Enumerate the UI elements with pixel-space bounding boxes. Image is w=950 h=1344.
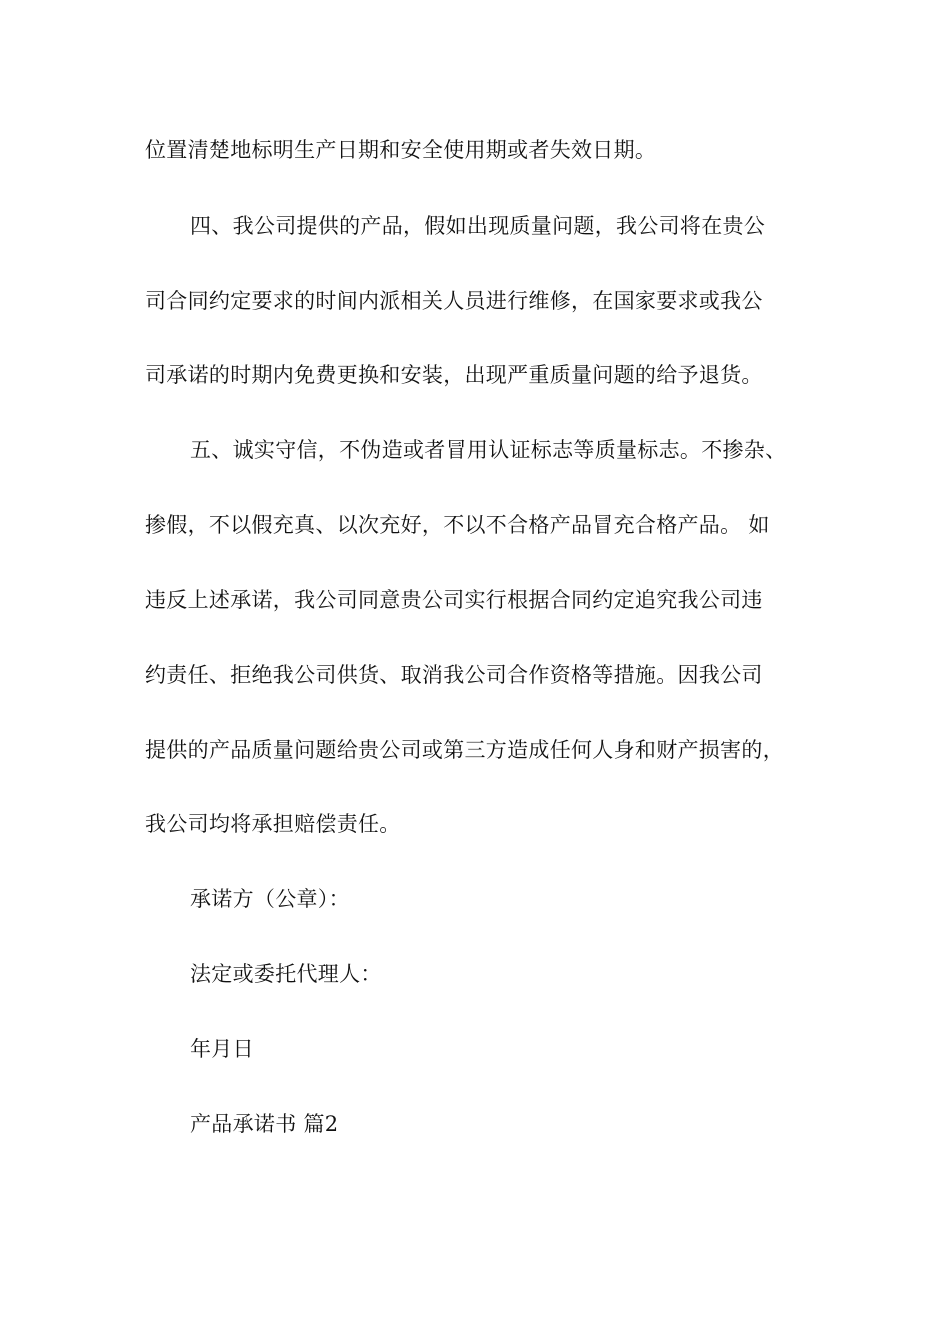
body-line: 我公司均将承担赔偿责任。 <box>145 812 401 836</box>
section-title: 产品承诺书 篇2 <box>190 1112 339 1136</box>
promisor-seal-label: 承诺方（公章）： <box>190 887 350 911</box>
body-line: 约责任、拒绝我公司供货、取消我公司合作资格等措施。因我公司 <box>145 663 763 687</box>
body-line: 司承诺的时期内免费更换和安装，出现严重质量问题的给予退货。 <box>145 363 763 387</box>
agent-label: 法定或委托代理人： <box>190 962 382 986</box>
body-line: 违反上述承诺，我公司同意贵公司实行根据合同约定追究我公司违 <box>145 588 763 612</box>
body-line: 位置清楚地标明生产日期和安全使用期或者失效日期。 <box>145 138 657 162</box>
body-line: 四、我公司提供的产品，假如出现质量问题，我公司将在贵公 <box>190 214 766 238</box>
body-line: 司合同约定要求的时间内派相关人员进行维修，在国家要求或我公 <box>145 289 763 313</box>
body-line: 提供的产品质量问题给贵公司或第三方造成任何人身和财产损害的， <box>145 738 784 762</box>
date-label: 年月日 <box>190 1037 254 1061</box>
body-line: 五、诚实守信，不伪造或者冒用认证标志等质量标志。不掺杂、 <box>190 438 787 462</box>
body-line: 掺假，不以假充真、以次充好，不以不合格产品冒充合格产品。 如 <box>145 513 770 537</box>
